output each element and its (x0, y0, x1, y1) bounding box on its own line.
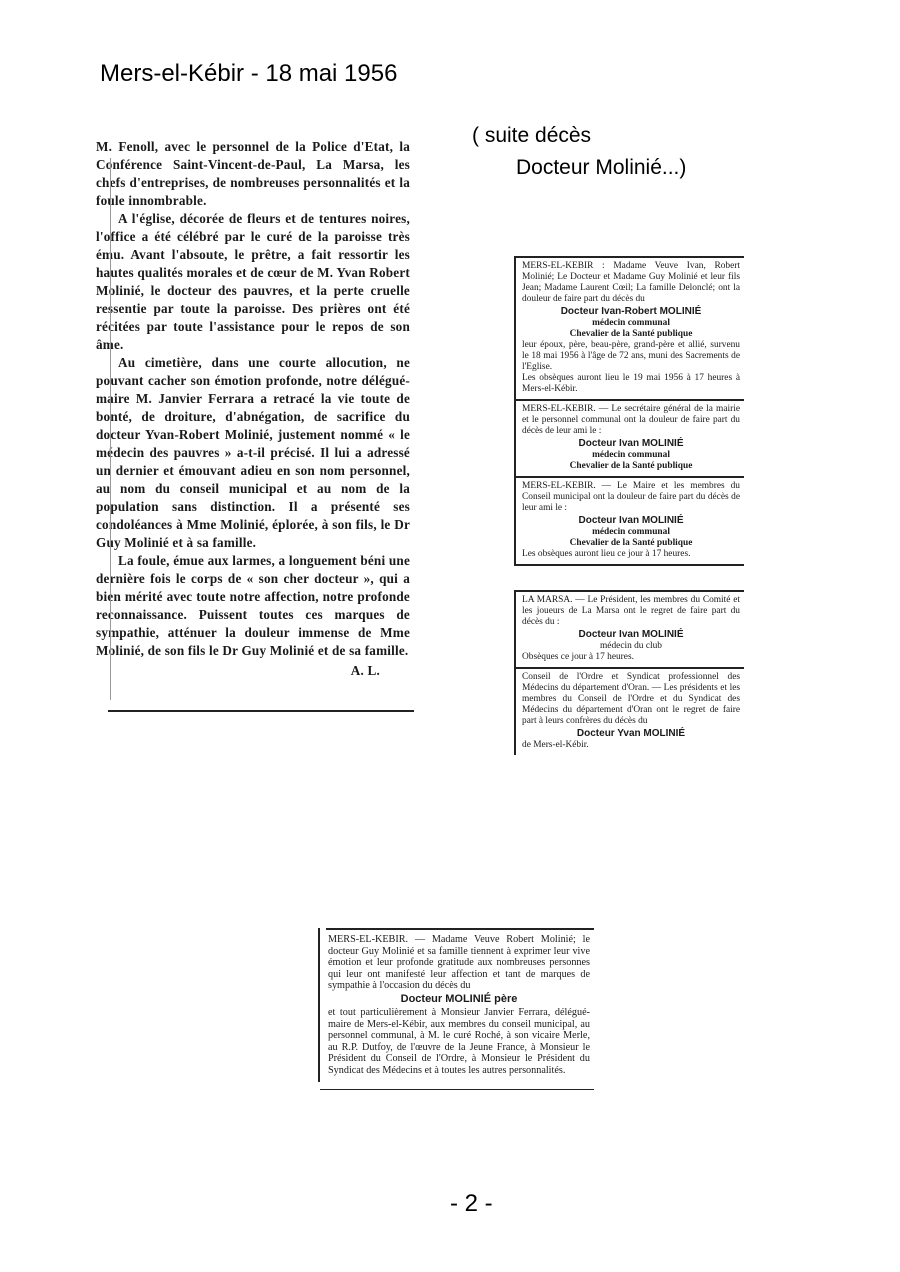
thanks-top-rule (326, 928, 594, 930)
notice-deceased-name: Docteur Ivan MOLINIÉ (578, 515, 684, 526)
notice-title: médecin communal (592, 527, 670, 537)
notice-gap (514, 566, 744, 590)
thanks-deceased-name: Docteur MOLINIÉ père (400, 992, 518, 1005)
notice-text: MERS-EL-KEBIR : Madame Veuve Ivan, Robert Molinié; Le Docteur et Madame Guy Molinié et leur fils Jean; Madame Laurent Cœil; La famille Delonclé; ont la douleur de faire part du décès du (522, 261, 740, 304)
notice-title: Chevalier de la Santé publique (569, 461, 693, 471)
thanks-bottom-rule (320, 1089, 594, 1090)
notice-deceased-name: Docteur Ivan MOLINIÉ (578, 438, 684, 449)
notice-title: médecin communal (592, 450, 670, 460)
thanks-text: MERS-EL-KEBIR. — Madame Veuve Robert Molinié; le docteur Guy Molinié et sa famille tiennent à exprimer leur vive émotion et leur profonde gratitude aux nombreuses personnes qui leur ont manifesté leur affection et tant de marques de sympathie à l'occasion du décès du (328, 934, 590, 991)
article-paragraph: A l'église, décorée de fleurs et de tentures noires, l'office a été célébré par le curé de la paroisse très ému. Avant l'absoute, le prêtre, a fait ressortir les hautes qualités morales et de cœur de M. Yvan Robert Molinié, le docteur des pauvres, et la perte cruelle ressentie par toute la paroisse. Des prières ont été récitées par toute l'assistance pour le repos de son âme. (96, 211, 410, 352)
article-paragraph: M. Fenoll, avec le personnel de la Police d'Etat, la Conférence Saint-Vincent-de-Paul, La Marsa, les chefs d'entreprises, de nombreuses personnalités et la foule innombrable. (96, 139, 410, 208)
continuation-line-1: ( suite décès (472, 124, 592, 147)
notice-title: médecin communal (592, 318, 670, 328)
notice-la-marsa-club (514, 592, 744, 667)
notice-funeral: Les obsèques auront lieu ce jour à 17 heures. (522, 549, 691, 559)
notice-deceased-name: Docteur Ivan-Robert MOLINIÉ (560, 306, 702, 317)
notice-mairie-staff (514, 401, 744, 476)
article-column (96, 138, 410, 680)
notice-title: Chevalier de la Santé publique (569, 538, 693, 548)
column-rule-left (110, 158, 111, 700)
article-paragraph: Au cimetière, dans une courte allocution, ne pouvant cacher son émotion profonde, notre délégué-maire M. Janvier Ferrara a retracé la vie toute de bonté, de droiture, d'abnégation, de sacrifice du docteur Yvan-Robert Molinié, justement nommé « le médecin des pauvres » a-t-il précisé. Il lui a adressé un dernier et émouvant adieu en son nom personnel, au nom du conseil municipal et au nom de la population sans distinction. Il a présenté ses condoléances à Mme Molinié, éplorée, à son fils, le Dr Guy Molinié et à sa famille. (96, 355, 410, 550)
article-bottom-rule (108, 710, 414, 712)
notice-deceased-name: Docteur Ivan MOLINIÉ (578, 629, 684, 640)
page-header-title: Mers-el-Kébir - 18 mai 1956 (100, 60, 398, 87)
notice-medical-order (514, 669, 744, 755)
notice-title: Chevalier de la Santé publique (569, 329, 693, 339)
thanks-text: et tout particulièrement à Monsieur Janvier Ferrara, délégué-maire de Mers-el-Kébir, aux membres du conseil municipal, au personnel communal, à M. le curé Roché, à son vicaire Merle, au R.P. Dutfoy, de l'œuvre de la Jeune France, à Monsieur le Président du Conseil de l'Ordre, à Monsieur le Président du Syndicat des Médecins et à toutes les autres personnalités. (328, 1007, 590, 1076)
thanks-notice (318, 928, 594, 1082)
notice-text: leur époux, père, beau-père, grand-père et allié, survenu le 18 mai 1956 à l'âge de 72 ans, muni des Sacrements de l'Eglise. (522, 340, 740, 372)
page-number: - 2 - (450, 1190, 493, 1217)
notice-text: de Mers-el-Kébir. (522, 740, 589, 750)
notice-text: Conseil de l'Ordre et Syndicat professionnel des Médecins du département d'Oran. — Les présidents et les membres du Conseil de l'Ordre et du Syndicat des Médecins du département d'Oran ont le regret de faire part à leurs confrères du décès du (522, 672, 740, 726)
notice-family (514, 258, 744, 399)
article-paragraph: La foule, émue aux larmes, a longuement béni une dernière fois le corps de « son cher docteur », qui a bien mérité avec toute notre affection, notre profonde reconnaissance. Puissent toutes ces marques de sympathie, atténuer la douleur immense de Mme Molinié, de son fils le Dr Guy Molinié et de sa famille. (96, 553, 410, 658)
notice-municipal-council (514, 478, 744, 564)
notice-text: MERS-EL-KEBIR. — Le Maire et les membres du Conseil municipal ont la douleur de faire part du décès de leur ami le : (522, 481, 740, 513)
notice-funeral: Les obsèques auront lieu le 19 mai 1956 à 17 heures à Mers-el-Kébir. (522, 373, 740, 394)
notice-funeral: Obsèques ce jour à 17 heures. (522, 652, 634, 662)
notice-deceased-name: Docteur Yvan MOLINIÉ (576, 728, 686, 739)
continuation-note (472, 120, 686, 184)
notice-text: MERS-EL-KEBIR. — Le secrétaire général de la mairie et le personnel communal ont la douleur de faire part du décès de leur ami le : (522, 404, 740, 436)
notice-title: médecin du club (600, 641, 662, 651)
continuation-line-2: Docteur Molinié...) (516, 156, 687, 179)
death-notices (514, 256, 744, 755)
notice-text: LA MARSA. — Le Président, les membres du Comité et les joueurs de La Marsa ont le regret de faire part du décès du : (522, 595, 740, 627)
article-signature: A. L. (350, 663, 380, 678)
